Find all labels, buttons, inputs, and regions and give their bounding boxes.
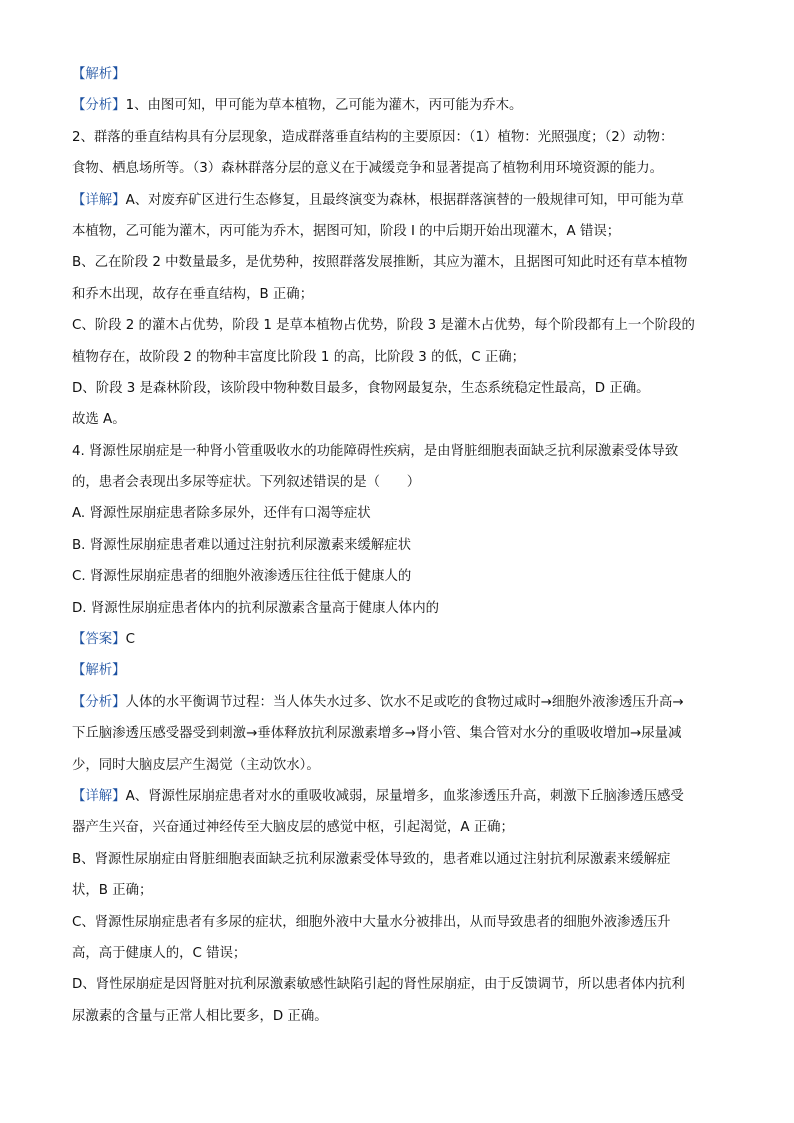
- document-body: [72, 64, 722, 1037]
- line-text: 状，B 正确；: [72, 883, 153, 899]
- text-line: [72, 221, 722, 242]
- text-line: [72, 974, 722, 995]
- text-line: [72, 441, 722, 462]
- text-line: [72, 629, 722, 650]
- text-line: [72, 503, 722, 524]
- text-line: [72, 880, 722, 901]
- section-header: 【答案】: [72, 632, 126, 648]
- line-text: C、阶段 2 的灌木占优势，阶段 1 是草本植物占优势，阶段 3 是灌木占优势，每个阶段都有上一个阶段的: [72, 318, 695, 334]
- section-header: 【详解】: [72, 192, 126, 208]
- text-line: [72, 1006, 722, 1027]
- text-line: [72, 347, 722, 368]
- text-line: [72, 127, 722, 148]
- text-line: [72, 315, 722, 336]
- text-line: [72, 378, 722, 399]
- line-text: 植物存在，故阶段 2 的物种丰富度比阶段 1 的高，比阶段 3 的低，C 正确；: [72, 349, 526, 365]
- text-line: [72, 64, 722, 85]
- line-text: 4. 肾源性尿崩症是一种肾小管重吸收水的功能障碍性疾病，是由肾脏细胞表面缺乏抗利尿激素受体导致: [72, 443, 679, 459]
- section-header: 【分析】: [72, 694, 126, 710]
- line-text: C. 肾源性尿崩症患者的细胞外液渗透压往往低于健康人的: [72, 569, 412, 585]
- text-line: [72, 849, 722, 870]
- text-line: [72, 284, 722, 305]
- line-text: 2、群落的垂直结构具有分层现象，造成群落垂直结构的主要原因：（1）植物：光照强度；（2）动物：: [72, 129, 674, 145]
- line-text: 少，同时大脑皮层产生渴觉（主动饮水）。: [72, 757, 320, 773]
- line-text: 高，高于健康人的，C 错误；: [72, 945, 247, 961]
- text-line: [72, 723, 722, 744]
- line-text: 故选 A。: [72, 412, 126, 428]
- text-line: [72, 598, 722, 619]
- text-line: [72, 158, 722, 179]
- text-line: [72, 692, 722, 713]
- line-text: A. 肾源性尿崩症患者除多尿外，还伴有口渴等症状: [72, 506, 371, 522]
- line-text: 器产生兴奋，兴奋通过神经传至大脑皮层的感觉中枢，引起渴觉，A 正确；: [72, 820, 514, 836]
- line-text: 1、由图可知，甲可能为草本植物，乙可能为灌木，丙可能为乔木。: [125, 98, 523, 114]
- text-line: [72, 190, 722, 211]
- line-text: B. 肾源性尿崩症患者难以通过注射抗利尿激素来缓解症状: [72, 537, 412, 553]
- text-line: [72, 409, 722, 430]
- line-text: D、肾性尿崩症是因肾脏对抗利尿激素敏感性缺陷引起的肾性尿崩症，由于反馈调节，所以患者体内抗利: [72, 977, 685, 993]
- section-header: 【详解】: [72, 788, 126, 804]
- text-line: [72, 252, 722, 273]
- text-line: [72, 660, 722, 681]
- section-header: 【解析】: [72, 67, 126, 82]
- section-header: 【分析】: [72, 98, 126, 114]
- line-text: D、阶段 3 是森林阶段，该阶段中物种数目最多，食物网最复杂，生态系统稳定性最高，D 正确。: [72, 380, 650, 396]
- line-text: 人体的水平衡调节过程：当人体失水过多、饮水不足或吃的食物过咸时→细胞外液渗透压升高→: [125, 694, 684, 710]
- line-text: 本植物，乙可能为灌木，丙可能为乔木，据图可知，阶段 I 的中后期开始出现灌木，A 错误；: [72, 223, 621, 239]
- text-line: [72, 535, 722, 556]
- line-text: 尿激素的含量与正常人相比要多，D 正确。: [72, 1008, 328, 1024]
- text-line: [72, 566, 722, 587]
- line-text: 的，患者会表现出多尿等症状。下列叙述错误的是（ ）: [72, 475, 421, 491]
- text-line: [72, 95, 722, 116]
- line-text: 下丘脑渗透压感受器受到刺激→垂体释放抗利尿激素增多→肾小管、集合管对水分的重吸收增加→尿量减: [72, 726, 682, 742]
- line-text: 和乔木出现，故存在垂直结构，B 正确；: [72, 286, 314, 302]
- line-text: B、乙在阶段 2 中数量最多，是优势种，按照群落发展推断，其应为灌木，且据图可知此时还有草本植物: [72, 255, 688, 271]
- text-line: [72, 472, 722, 493]
- line-text: A、对废弃矿区进行生态修复，且最终演变为森林，根据群落演替的一般规律可知，甲可能为草: [125, 192, 684, 208]
- text-line: [72, 786, 722, 807]
- line-text: C、肾源性尿崩症患者有多尿的症状，细胞外液中大量水分被排出，从而导致患者的细胞外液渗透压升: [72, 914, 671, 930]
- line-text: D. 肾源性尿崩症患者体内的抗利尿激素含量高于健康人体内的: [72, 600, 439, 616]
- section-header: 【解析】: [72, 663, 126, 679]
- text-line: [72, 912, 722, 933]
- line-text: C: [125, 632, 135, 648]
- line-text: 食物、栖息场所等。（3）森林群落分层的意义在于减缓竞争和显著提高了植物利用环境资源的能力。: [72, 161, 664, 177]
- line-text: B、肾源性尿崩症由肾脏细胞表面缺乏抗利尿激素受体导致的，患者难以通过注射抗利尿激素来缓解症: [72, 851, 671, 867]
- text-line: [72, 755, 722, 776]
- line-text: A、肾源性尿崩症患者对水的重吸收减弱，尿量增多，血浆渗透压升高，刺激下丘脑渗透压感受: [125, 788, 684, 804]
- text-line: [72, 817, 722, 838]
- text-line: [72, 943, 722, 964]
